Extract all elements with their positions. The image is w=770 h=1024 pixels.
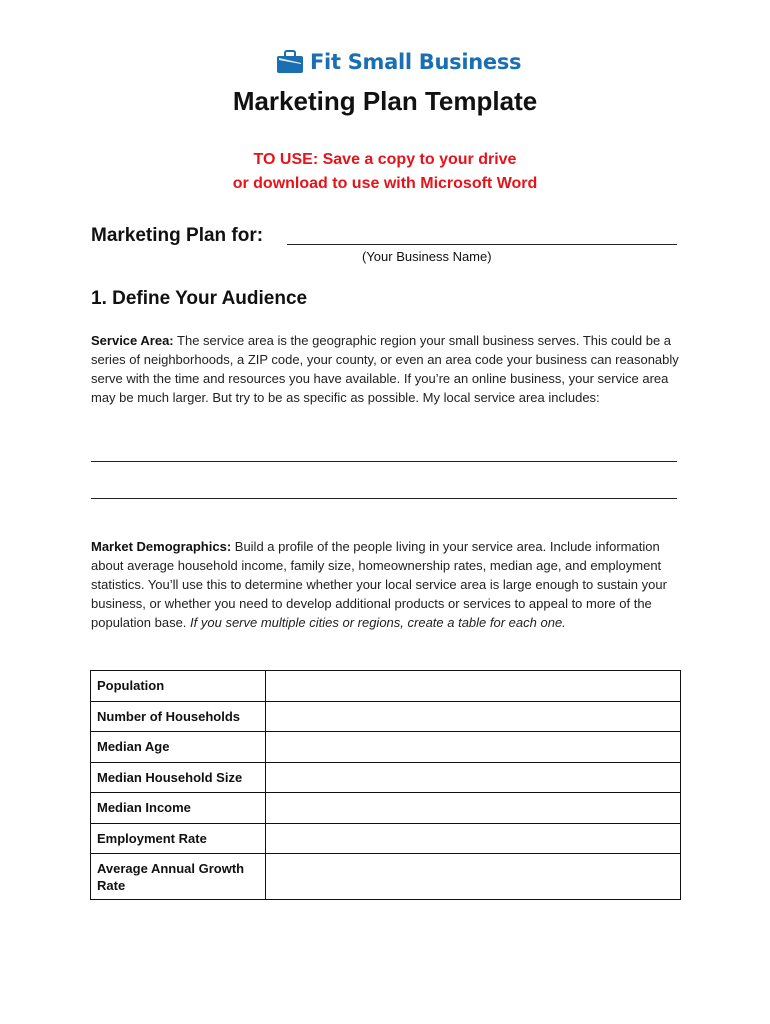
table-row	[91, 732, 681, 763]
briefcase-icon	[276, 50, 304, 74]
table-row	[91, 854, 681, 900]
notice-line-2: or download to use with Microsoft Word	[232, 175, 538, 192]
row-label: Number of Households	[91, 701, 266, 732]
table-row	[91, 793, 681, 824]
logo-text: Fit Small Business	[310, 50, 522, 74]
service-area-paragraph	[91, 331, 683, 407]
market-demographics-label: Market Demographics:	[91, 539, 232, 554]
row-value-cell[interactable]	[266, 671, 681, 702]
row-value-cell[interactable]	[266, 793, 681, 824]
row-label: Population	[91, 671, 266, 702]
service-area-fill-line[interactable]	[91, 461, 677, 462]
row-label: Average Annual Growth Rate	[91, 854, 266, 900]
market-demographics-note: If you serve multiple cities or regions, create a table for each one.	[190, 615, 566, 630]
row-label: Employment Rate	[91, 823, 266, 854]
notice-line-1: TO USE: Save a copy to your drive	[253, 151, 517, 168]
market-demographics-text: Build a profile of the people living in your service area. Include information about average household income, family size, homeownership rates, median age, and employment statistics. You’ll use this to determine whether your local service area is large enough to sustain your business, or whether you need to develop additional products or services to appeal to more of the population base.	[91, 539, 667, 630]
business-name-field[interactable]	[287, 244, 677, 245]
section-heading: 1. Define Your Audience	[91, 288, 308, 309]
table-row	[91, 701, 681, 732]
plan-for-label: Marketing Plan for:	[91, 225, 264, 246]
table-row	[91, 823, 681, 854]
usage-notice	[0, 148, 770, 196]
brand-logo	[276, 50, 521, 74]
row-value-cell[interactable]	[266, 762, 681, 793]
service-area-text: The service area is the geographic region your small business serves. This could be a series of neighborhoods, a ZIP code, your county, or even an area code your business can reasonably serve with the time and resources you have available. If you’re an online business, your service area may be much larger. But try to be as specific as possible. My local service area includes:	[91, 333, 679, 405]
row-value-cell[interactable]	[266, 732, 681, 763]
row-label: Median Household Size	[91, 762, 266, 793]
row-label: Median Age	[91, 732, 266, 763]
service-area-label: Service Area:	[91, 333, 174, 348]
service-area-fill-line[interactable]	[91, 498, 677, 499]
table-row	[91, 762, 681, 793]
row-value-cell[interactable]	[266, 823, 681, 854]
business-name-caption: (Your Business Name)	[362, 249, 492, 264]
row-label: Median Income	[91, 793, 266, 824]
table-row	[91, 671, 681, 702]
row-value-cell[interactable]	[266, 701, 681, 732]
page-title: Marketing Plan Template	[232, 86, 538, 116]
market-demographics-paragraph	[91, 537, 683, 632]
row-value-cell[interactable]	[266, 854, 681, 900]
demographics-table	[90, 670, 681, 900]
